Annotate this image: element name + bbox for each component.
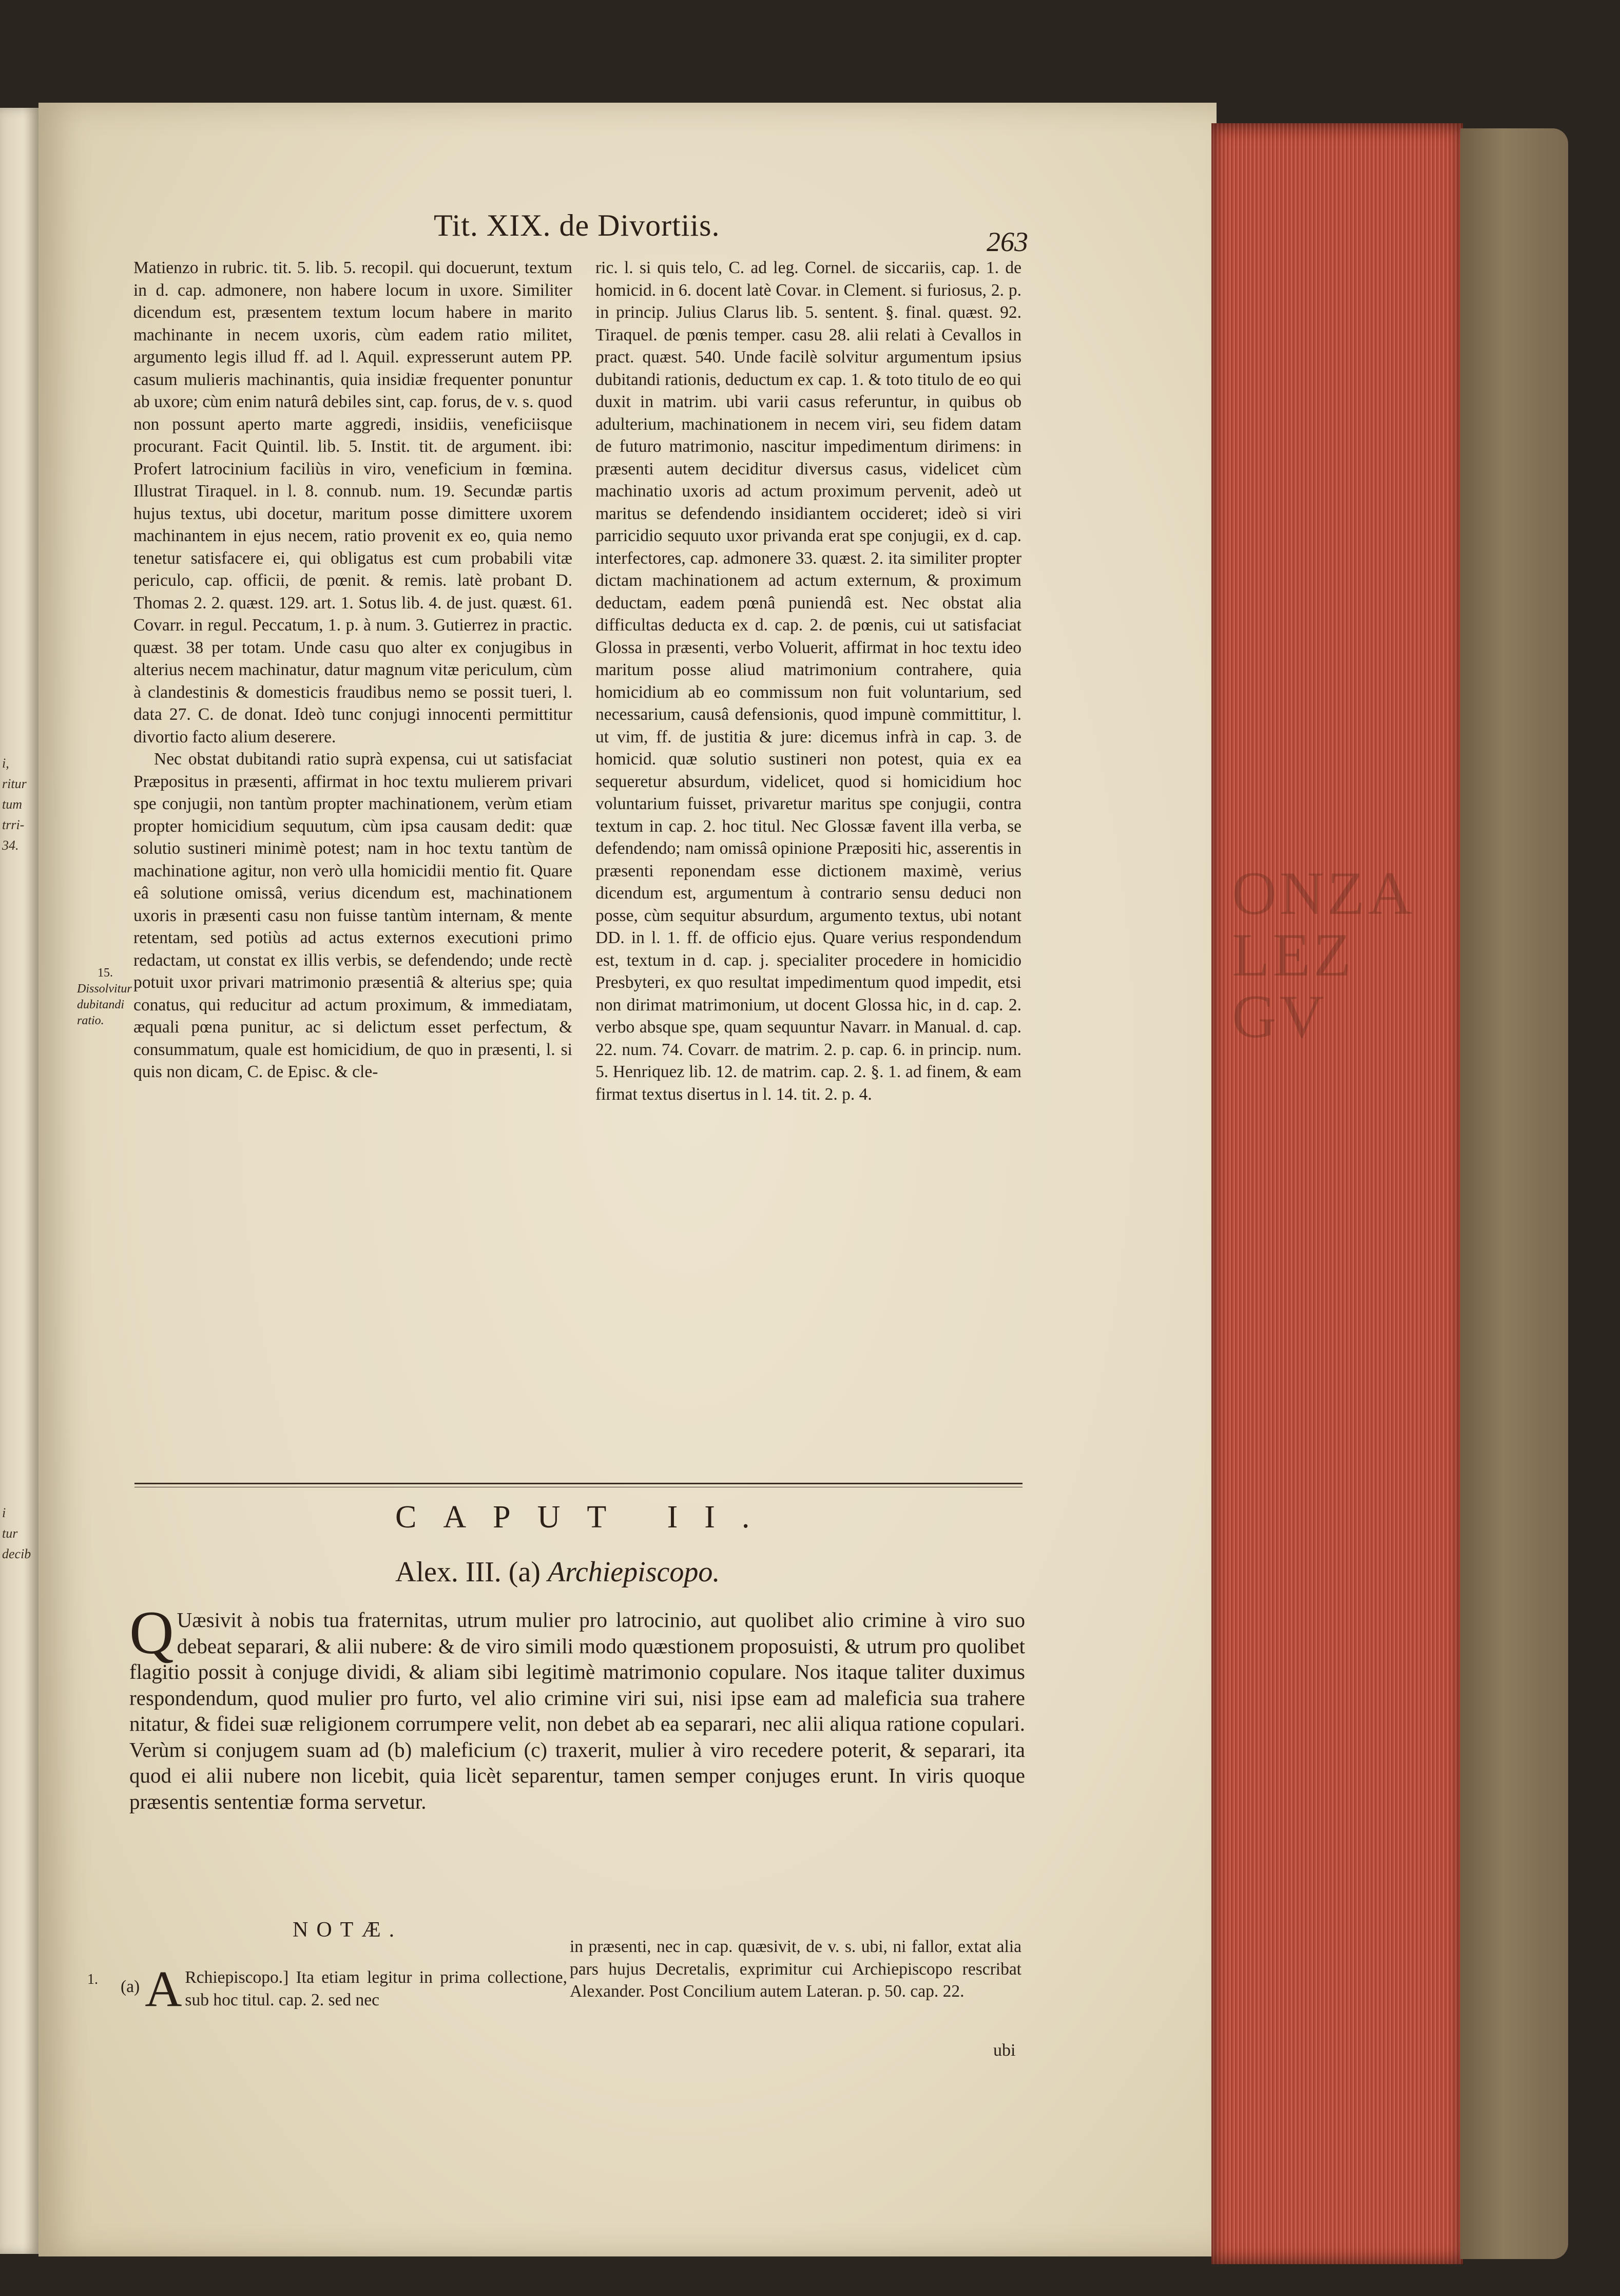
margin-note (77, 965, 133, 1029)
left-column (133, 257, 572, 1083)
chapter-heading: CAPUT II. (395, 1500, 777, 1535)
attribution-author: Alex. III. (a) (395, 1556, 541, 1588)
right-column (595, 257, 1021, 1105)
left-paragraph-1: Matienzo in rubric. tit. 5. lib. 5. recopil. qui docuerunt, textum in d. cap. admonere, non habere locum in uxore. Similiter dicendum est, præsentem textum locum habere in marito machinante in necem uxoris, cùm eadem ratio militet, argumento legis illud ff. ad l. Aquil. expresserunt autem PP. casum mulieris machinantis, quia insidiæ frequenter ponuntur ab uxore; cùm enim naturâ debiles sint, cap. forus, de v. s. quod non possunt aperto marte aggredi, insidiis, veneficiisque procurant. Facit Quintil. lib. 5. Instit. tit. de argument. ibi: Profert latrocinium faciliùs in viro, veneficium in fœmina. Illustrat Tiraquel. in l. 8. connub. num. 19. Secundæ partis hujus textus, ubi docetur, maritum posse dimittere uxorem machinantem in ejus necem, ratio provenit ex eo, quia nemo tenetur satisfacere ei, qui obligatus est cum probabili vitæ periculo, cap. officii, de pœnit. & remis. latè probant D. Thomas 2. 2. quæst. 129. art. 1. Sotus lib. 4. de just. quæst. 61. Covarr. in regul. Peccatum, 1. p. à num. 3. Gutierrez in practic. quæst. 38 per totam. Unde casu quo alter ex conjugibus in alterius necem machinatur, datur magnum vitæ periculum, cùm à clandestinis & domesticis fraudibus nemo se possit tueri, l. data 27. C. de donat. Ideò tunc conjugi innocenti permittitur divortio facto alium deserere. (133, 258, 572, 747)
catchword: ubi (993, 2041, 1016, 2060)
note-left-text: Rchiepiscopo.] Ita etiam legitur in prima collectione, sub hoc titul. cap. 2. sed nec (185, 1968, 567, 2010)
page-edges (1211, 123, 1463, 2264)
section-rule (134, 1483, 1023, 1484)
notes-right-column (570, 1936, 1021, 2003)
spine-stamp-text: ONZA LEZ GV (1232, 859, 1416, 1050)
page-number: 263 (987, 226, 1028, 257)
dropcap-a: A (145, 1960, 182, 2017)
previous-page-edge (0, 108, 38, 2254)
prev-margin-8: tur (2, 1526, 18, 1541)
margin-note-text: Dissolvitur dubitandi ratio. (77, 982, 132, 1027)
prev-margin-9: decib (2, 1546, 31, 1561)
running-title: Tit. XIX. de Divortiis. (434, 208, 720, 242)
prev-margin-3: tum (2, 797, 22, 812)
prev-margin-4: trri- (2, 817, 25, 832)
decretal-body: Uæsivit à nobis tua fraternitas, utrum mulier pro latrocinio, aut quolibet alio crimine à viro suo debeat separari, & alii nubere: & de viro simili modo quæstionem proposuisti, & utrum pro quolibet flagitio possit à conjuge dividi, & aliam sibi legitimè matrimonio copulare. Nos itaque taliter duximus respondendum, quod mulier pro furto, vel alio crimine viri sui, nisi ipse eam ad maleficia sua trahere nitatur, & fidei suæ religionem corrumpere velit, non debet ab ea separari, nec alii aliqua ratione copulari. Verùm si conjugem suam ad (b) maleficium (c) traxerit, mulier à viro recedere poterit, & separari, ita quod ei alii nubere non licebit, quia licèt separentur, tamen semper conjuges erunt. In viris quoque præsentis sententiæ forma servetur. (129, 1608, 1025, 1813)
note-right-text: in præsenti, nec in cap. quæsivit, de v. s. ubi, ni fallor, extat alia pars hujus Decretalis, exprimitur cui Archiepiscopo rescribat Alexander. Post Concilium autem Lateran. p. 50. cap. 22. (570, 1937, 1021, 2001)
notes-left-column (121, 1960, 567, 2017)
notes-heading: NOTÆ. (293, 1918, 403, 1942)
note-label: (a) (121, 1977, 140, 1996)
decretal-text (129, 1598, 1025, 1814)
margin-note-number: 15. (98, 966, 113, 980)
right-paragraph: ric. l. si quis telo, C. ad leg. Cornel. de siccariis, cap. 1. de homicid. in 6. docent latè Covar. in Clement. si furiosus, 2. p. in princip. Julius Clarus lib. 5. sentent. §. final. quæst. 92. Tiraquel. de pœnis temper. casu 28. alii relati à Cevallos in pract. quæst. 540. Unde facilè solvitur argumentum ipsius dubitandi rationis, deductum ex cap. 1. & toto titulo de eo qui duxit in matrim. ubi varii casus referuntur, in quibus ob adulterium, machinationem in necem viri, seu fidem datam de futuro matrimonio, nascitur impedimentum dirimens: in præsenti autem deciditur diversus casus, videlicet cùm machinatio uxoris ad actum proximum pervenit, adeò ut maritus se defendendo insidiantem occideret; ideò si viri parricidio sequuto uxor privanda erat spe conjugii, ex d. cap. interfectores, cap. admonere 33. quæst. 2. ita similiter propter dictam machinationem ad actum externum, & proximum deductam, eadem pœnâ puniendâ est. Nec obstat alia difficultas deducta ex d. cap. 2. de pœnis, cui ut satisfaciat Glossa in præsenti, verbo Voluerit, affirmat in hoc textu ideo maritum posse aliud matrimonium contrahere, quia homicidium ab eo commissum non fuit voluntarium, sed necessarium, causâ defensionis, quod impunè committitur, l. ut vim, ff. de justitia & jure: dicemus infrà in cap. 3. de homicid. quæ solutio sustineri non potest, quia ex ea sequeretur absurdum, videlicet, quod si homicidium hoc voluntarium fuisset, privaretur maritus spe conjugii, contra textum in cap. 2. hoc titul. Nec Glossæ favent illa verba, se defendendo; nam omissâ opinione Præpositi hic, asserentis in præsenti reponendam esse dictionem maximè, verius dicendum est, argumentum à contrario sensu deduci non posse, cùm sequitur absurdum, argumento textus, ubi notant DD. in l. 1. ff. de officio ejus. Quare verius respondendum est, textum in d. cap. j. specialiter procedere in homicidio Presbyteri, ex quo resultat impedimentum quod impedit, etsi non dirimat matrimonium, ut docent Glossa hic, in d. cap. 2. verbo absque spe, quam sequuntur Navarr. in Manual. d. cap. 22. num. 74. Covarr. de matrim. 2. p. cap. 6. in princip. num. 5. Henriquez lib. 12. de matrim. cap. 2. §. 1. ad finem, & eam firmat textus disertus in l. 14. tit. 2. p. 4. (595, 258, 1021, 1104)
prev-margin-7: i (2, 1505, 6, 1520)
attribution-recipient: Archiepiscopo. (547, 1556, 720, 1588)
note-number: 1. (87, 1972, 98, 1987)
chapter-attribution (395, 1556, 720, 1589)
prev-margin-1: i, (2, 756, 9, 771)
dropcap-q: Q (129, 1598, 174, 1667)
left-paragraph-2: Nec obstat dubitandi ratio suprà expensa, cui ut satisfaciat Præpositus in præsenti, affirmat in hoc textu mulierem privari spe conjugii, non tantùm propter machinationem, verùm etiam propter homicidium sequutum, cùm ipsa causam dedit: quæ solutio sustineri minimè potest; nam in hoc textu tantùm de machinatione agitur, non verò ulla homicidii mentio fit. Quare eâ solutione omissâ, verius dicendum est, machinationem uxoris in præsenti casu non fuisse tantùm internam, & mente retentam, sed potiùs ad actus externos executioni primo redactam, ut constat ex illis verbis, se defendendo; unde rectè potuit uxor privari matrimonio præsentiâ & alterius spe; quia conatus, qui reducitur ad actum proximum, & immediatam, æquali pœna punitur, ac si delictum esset perfectum, & consummatum, quale est homicidium, de quo in præsenti, l. si quis non dicam, C. de Episc. & cle- (133, 750, 572, 1081)
prev-margin-2: ritur (2, 776, 27, 791)
book-cover (1460, 128, 1568, 2259)
prev-margin-5: 34. (2, 838, 19, 853)
